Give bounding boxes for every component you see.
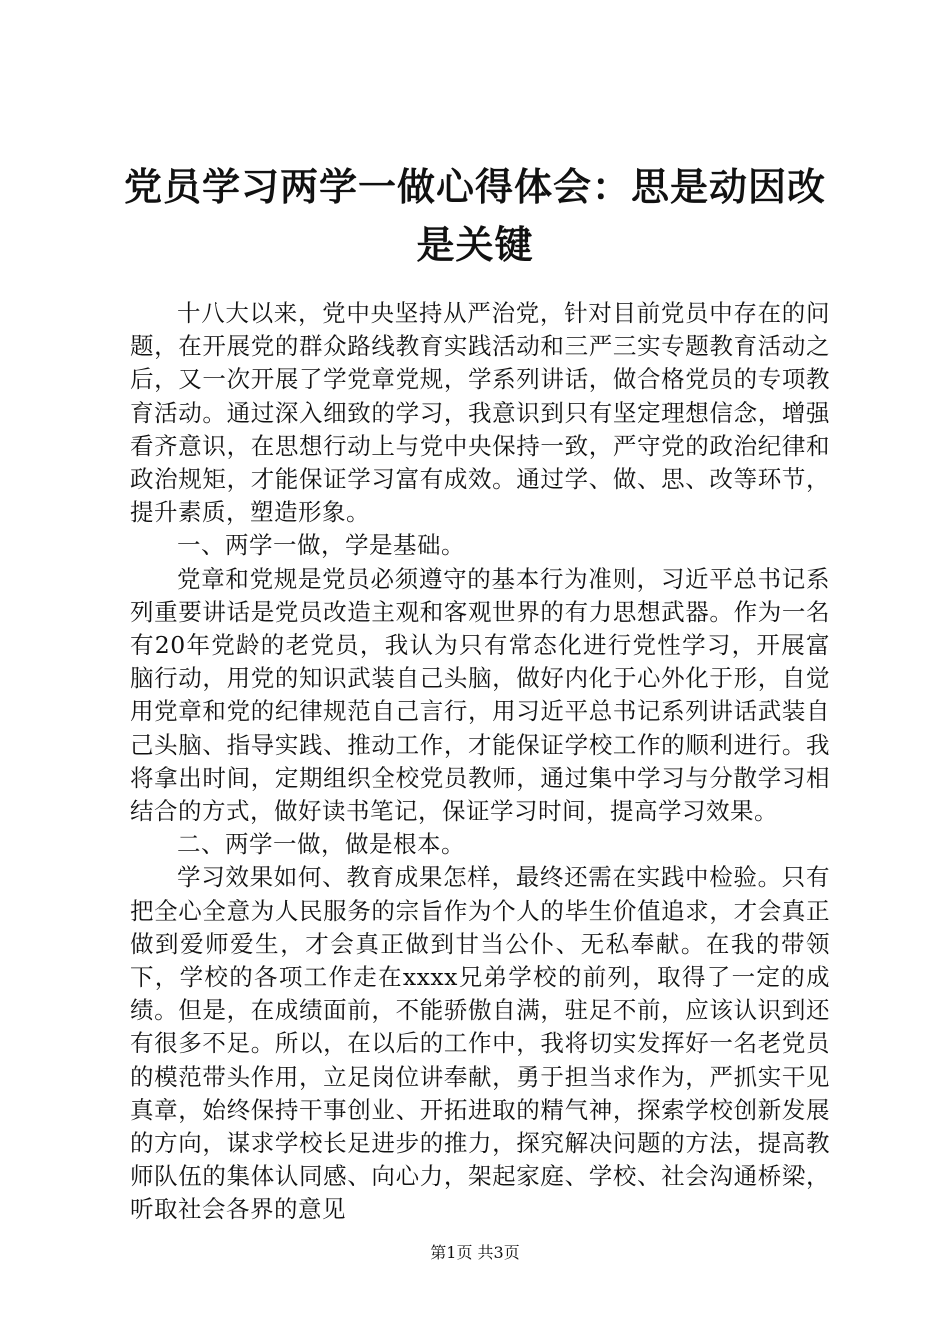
body-paragraph: 党章和党规是党员必须遵守的基本行为准则，习近平总书记系列重要讲话是党员改造主观和客观世界的有力思想武器。作为一名有20年党龄的老党员，我认为只有常态化进行党性学习，开展富脑行动，用党的知识武装自己头脑，做好内化于心外化于形，自觉用党章和党的纪律规范自己言行，用习近平总书记系列讲话武装自己头脑、指导实践、推动工作，才能保证学校工作的顺利进行。我将拿出时间，定期组织全校党员教师，通过集中学习与分散学习相结合的方式，做好读书笔记，保证学习时间，提高学习效果。: [130, 564, 830, 826]
document-title: 党员学习两学一做心得体会：思是动因改是关键: [123, 165, 826, 267]
body-paragraph: 十八大以来，党中央坚持从严治党，针对目前党员中存在的问题，在开展党的群众路线教育实践活动和三严三实专题教育活动之后，又一次开展了学党章党规，学系列讲话，做合格党员的专项教育活动。通过深入细致的学习，我意识到只有坚定理想信念，增强看齐意识，在思想行动上与党中央保持一致，严守党的政治纪律和政治规矩，才能保证学习富有成效。通过学、做、思、改等环节，提升素质，塑造形象。: [130, 299, 830, 527]
page-number-footer: 第1页 共3页: [430, 1243, 520, 1262]
section-heading: 一、两学一做，学是基础。: [177, 531, 465, 560]
body-paragraph: 学习效果如何、教育成果怎样，最终还需在实践中检验。只有把全心全意为人民服务的宗旨作为个人的毕生价值追求，才会真正做到爱师爱生，才会真正做到甘当公仆、无私奉献。在我的带领下，学校的各项工作走在xxxx兄弟学校的前列，取得了一定的成绩。但是，在成绩面前，不能骄傲自满，驻足不前，应该认识到还有很多不足。所以，在以后的工作中，我将切实发挥好一名老党员的模范带头作用，立足岗位讲奉献，勇于担当求作为，严抓实干见真章，始终保持干事创业、开拓进取的精气神，探索学校创新发展的方向，谋求学校长足进步的推力，探究解决问题的方法，提高教师队伍的集体认同感、向心力，架起家庭、学校、社会沟通桥梁，听取社会各界的意见: [130, 863, 830, 1224]
document-body: [130, 297, 830, 1224]
section-heading: 二、两学一做，做是根本。: [177, 830, 465, 859]
